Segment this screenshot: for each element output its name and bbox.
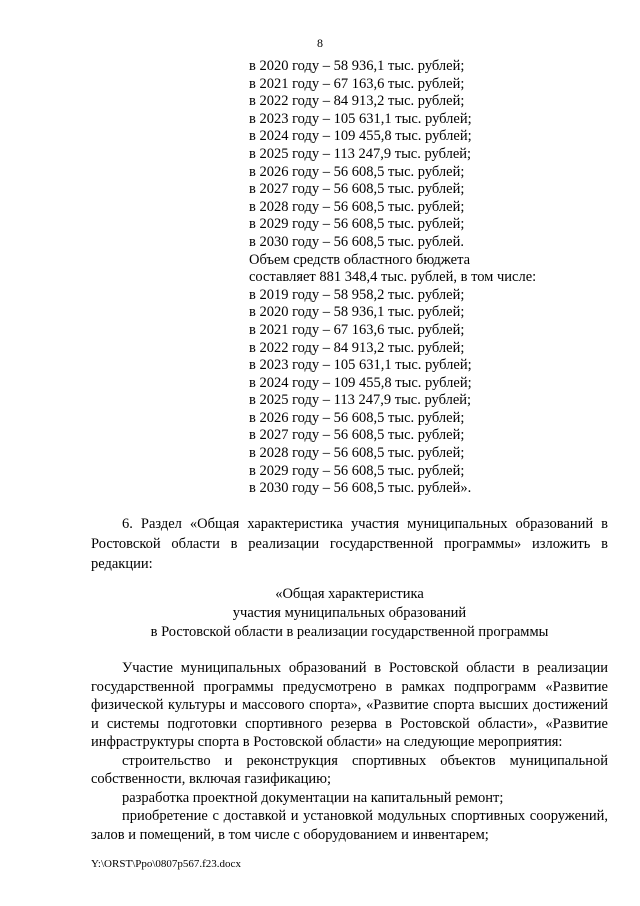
- section-6: [91, 514, 608, 574]
- list-item: в 2024 году – 109 455,8 тыс. рублей;: [249, 128, 472, 145]
- budget-list: [249, 58, 609, 498]
- list-item: в 2029 году – 56 608,5 тыс. рублей;: [249, 216, 465, 233]
- page-number: 8: [317, 36, 323, 50]
- list-item: в 2030 году – 56 608,5 тыс. рублей.: [249, 233, 464, 250]
- section-title-line: участия муниципальных образований: [232, 605, 467, 621]
- regional-budget-total: составляет 881 348,4 тыс. рублей, в том числе:: [249, 269, 537, 286]
- section-6-text: 6. Раздел «Общая характеристика участия муниципальных образований в Ростовской области в реализации государственной программы» изложить в редакции:: [91, 516, 608, 572]
- section-title: [91, 585, 608, 642]
- list-item: в 2027 году – 56 608,5 тыс. рублей;: [249, 181, 465, 198]
- body-paragraph: разработка проектной документации на капитальный ремонт;: [122, 789, 504, 806]
- list-item: в 2023 году – 105 631,1 тыс. рублей;: [249, 357, 472, 374]
- body-text: [91, 659, 608, 844]
- list-item: в 2025 году – 113 247,9 тыс. рублей;: [249, 392, 472, 409]
- list-item: в 2020 году – 58 936,1 тыс. рублей;: [249, 304, 465, 321]
- list-item: в 2023 году – 105 631,1 тыс. рублей;: [249, 110, 472, 127]
- body-paragraph: строительство и реконструкция спортивных объектов муниципальной собственности, включая газификацию;: [91, 752, 608, 787]
- list-item: в 2027 году – 56 608,5 тыс. рублей;: [249, 427, 465, 444]
- list-item: в 2029 году – 56 608,5 тыс. рублей;: [249, 462, 465, 479]
- list-item: в 2026 году – 56 608,5 тыс. рублей;: [249, 409, 465, 426]
- list-item: в 2026 году – 56 608,5 тыс. рублей;: [249, 163, 465, 180]
- body-paragraph: Участие муниципальных образований в Ростовской области в реализации государственной программы предусмотрено в рамках подпрограмм «Развитие физической культуры и массового спорта», «Развитие спорта высших достижений и системы подготовки спортивного резерва в Ростовской области», «Развитие инфраструктуры спорта в Ростовской области» на следующие мероприятия:: [91, 660, 608, 750]
- list-item: в 2022 году – 84 913,2 тыс. рублей;: [249, 93, 465, 110]
- regional-budget-heading: Объем средств областного бюджета: [249, 251, 471, 268]
- section-title-line: «Общая характеристика: [275, 586, 424, 602]
- list-item: в 2028 году – 56 608,5 тыс. рублей;: [249, 198, 465, 215]
- list-item: в 2021 году – 67 163,6 тыс. рублей;: [249, 75, 465, 92]
- section-title-line: в Ростовской области в реализации государственной программы: [150, 624, 549, 640]
- list-item: в 2021 году – 67 163,6 тыс. рублей;: [249, 321, 465, 338]
- footer-file-path: Y:\ORST\Ppo\0807p567.f23.docx: [91, 858, 241, 870]
- list-item: в 2022 году – 84 913,2 тыс. рублей;: [249, 339, 465, 356]
- list-item: в 2028 году – 56 608,5 тыс. рублей;: [249, 445, 465, 462]
- list-item: в 2024 году – 109 455,8 тыс. рублей;: [249, 374, 472, 391]
- list-item: в 2030 году – 56 608,5 тыс. рублей».: [249, 480, 472, 497]
- list-item: в 2020 году – 58 936,1 тыс. рублей;: [249, 58, 465, 74]
- list-item: в 2019 году – 58 958,2 тыс. рублей;: [249, 286, 465, 303]
- body-paragraph: приобретение с доставкой и установкой модульных спортивных сооружений, залов и помещений, в том числе с оборудованием и инвентарем;: [91, 808, 608, 843]
- list-item: в 2025 году – 113 247,9 тыс. рублей;: [249, 145, 472, 162]
